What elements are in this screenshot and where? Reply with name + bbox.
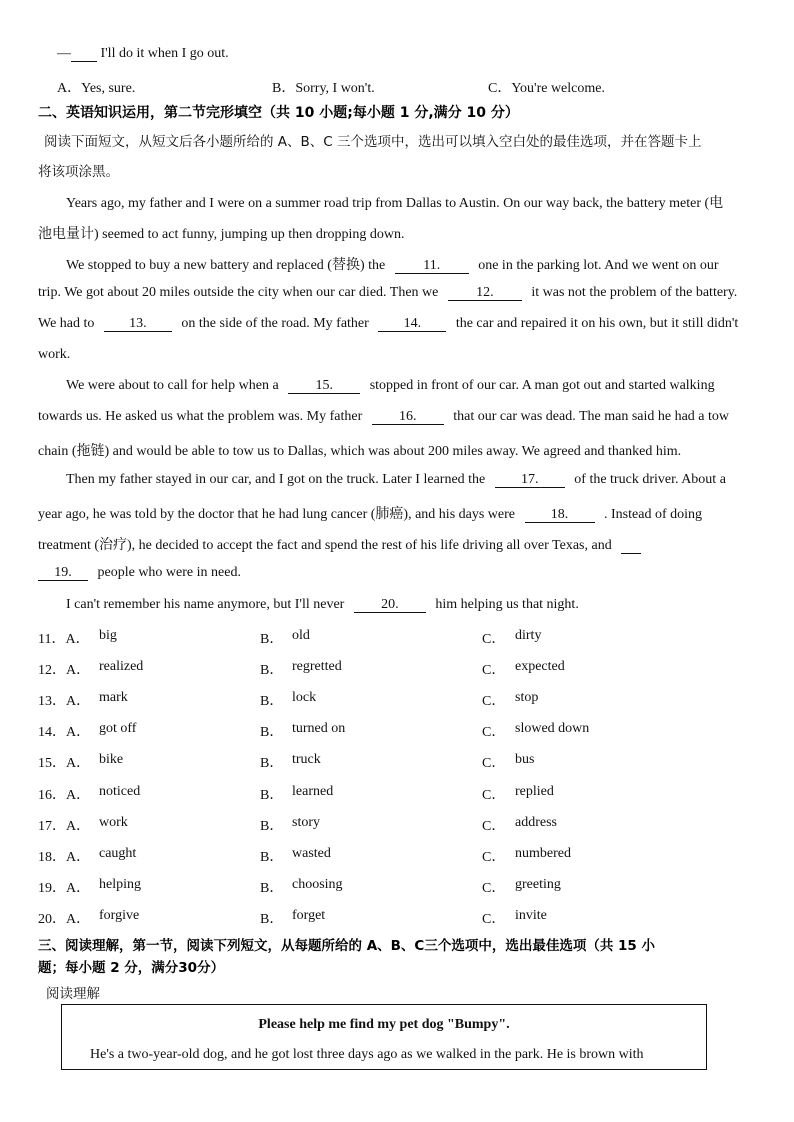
option-a: A．Yes, sure. xyxy=(57,81,136,96)
passage-line: Years ago, my father and I were on a summer road trip from Dallas to Austin. On our way back, the battery meter (电 xyxy=(66,196,724,211)
passage-line: We had to 13. on the side of the road. My father 14. the car and repaired it on his own, but it still didn't xyxy=(38,316,739,331)
dialogue-blank xyxy=(71,47,97,62)
notice-title: Please help me find my pet dog "Bumpy". xyxy=(258,1017,510,1032)
passage-line: 池电量计) seemed to act funny, jumping up then dropping down. xyxy=(38,227,405,242)
blank-19: 19. xyxy=(38,566,88,581)
option-row-15: 15．A． bike B． truck C． bus xyxy=(38,752,535,771)
section2-instruction-cont: 将该项涂黑。 xyxy=(38,164,119,180)
option-row-19: 19．A． helping B． choosing C． greeting xyxy=(38,877,561,896)
notice-box xyxy=(61,1004,707,1070)
option-b: B．Sorry, I won't. xyxy=(272,81,375,96)
blank-20: 20. xyxy=(354,598,426,613)
option-row-12: 12．A． realized B． regretted C． expected xyxy=(38,659,565,678)
blank-13: 13. xyxy=(104,317,172,332)
passage-line: 19. people who were in need. xyxy=(38,565,241,581)
section3-heading-cont: 题；每小题 2 分，满分30分） xyxy=(38,960,225,976)
option-row-11: 11．A． big B． old C． dirty xyxy=(38,628,542,647)
blank-18: 18. xyxy=(525,508,595,523)
option-row-17: 17．A． work B． story C． address xyxy=(38,815,557,834)
blank-16: 16. xyxy=(372,410,444,425)
passage-line: We were about to call for help when a 15. stopped in front of our car. A man got out and started walking xyxy=(66,378,715,393)
blank-19-start xyxy=(621,539,641,554)
option-c: C．You're welcome. xyxy=(488,81,605,96)
section3-subtitle: 阅读理解 xyxy=(46,986,100,1002)
option-row-16: 16．A． noticed B． learned C． replied xyxy=(38,784,554,803)
option-row-18: 18．A． caught B． wasted C． numbered xyxy=(38,846,571,865)
option-row-14: 14．A． got off B． turned on C． slowed down xyxy=(38,721,590,740)
blank-15: 15. xyxy=(288,379,360,394)
option-row-20: 20．A． forgive B． forget C． invite xyxy=(38,908,547,927)
section2-instruction: 阅读下面短文，从短文后各小题所给的 A、B、C 三个选项中，选出可以填入空白处的最佳选项，并在答题卡上 xyxy=(44,134,702,150)
notice-body: He's a two-year-old dog, and he got lost three days ago as we walked in the park. He is brown with xyxy=(90,1047,644,1062)
passage-line: work. xyxy=(38,347,71,362)
passage-line: Then my father stayed in our car, and I got on the truck. Later I learned the 17. of the truck driver. About a xyxy=(66,472,726,487)
passage-line: towards us. He asked us what the problem was. My father 16. that our car was dead. The man said he had a tow xyxy=(38,409,730,424)
blank-14: 14. xyxy=(378,317,446,332)
blank-17: 17. xyxy=(495,473,565,488)
passage-line: treatment (治疗), he decided to accept the fact and spend the rest of his life driving all over Texas, and xyxy=(38,534,641,554)
section2-heading: 二、英语知识运用，第二节完形填空（共 10 小题;每小题 1 分,满分 10 分） xyxy=(38,105,519,121)
passage-line: year ago, he was told by the doctor that he had lung cancer (肺癌), and his days were 18. . Instead of doing xyxy=(38,507,702,522)
blank-11: 11. xyxy=(395,259,469,274)
option-row-13: 13．A． mark B． lock C． stop xyxy=(38,690,539,709)
blank-12: 12. xyxy=(448,286,522,301)
section3-heading: 三、阅读理解，第一节，阅读下列短文，从每题所给的 A、B、C三个选项中，选出最佳选项（共 15 小 xyxy=(38,938,656,954)
passage-line: I can't remember his name anymore, but I'll never 20. him helping us that night. xyxy=(66,597,579,612)
dialogue-line: — I'll do it when I go out. xyxy=(57,46,229,61)
passage-line: We stopped to buy a new battery and replaced (替换) the 11. one in the parking lot. And we went on our xyxy=(66,258,719,273)
passage-line: chain (拖链) and would be able to tow us to Dallas, which was about 200 miles away. We agreed and thanked him. xyxy=(38,444,682,459)
passage-line: trip. We got about 20 miles outside the city when our car died. Then we 12. it was not the problem of the battery. xyxy=(38,285,738,300)
